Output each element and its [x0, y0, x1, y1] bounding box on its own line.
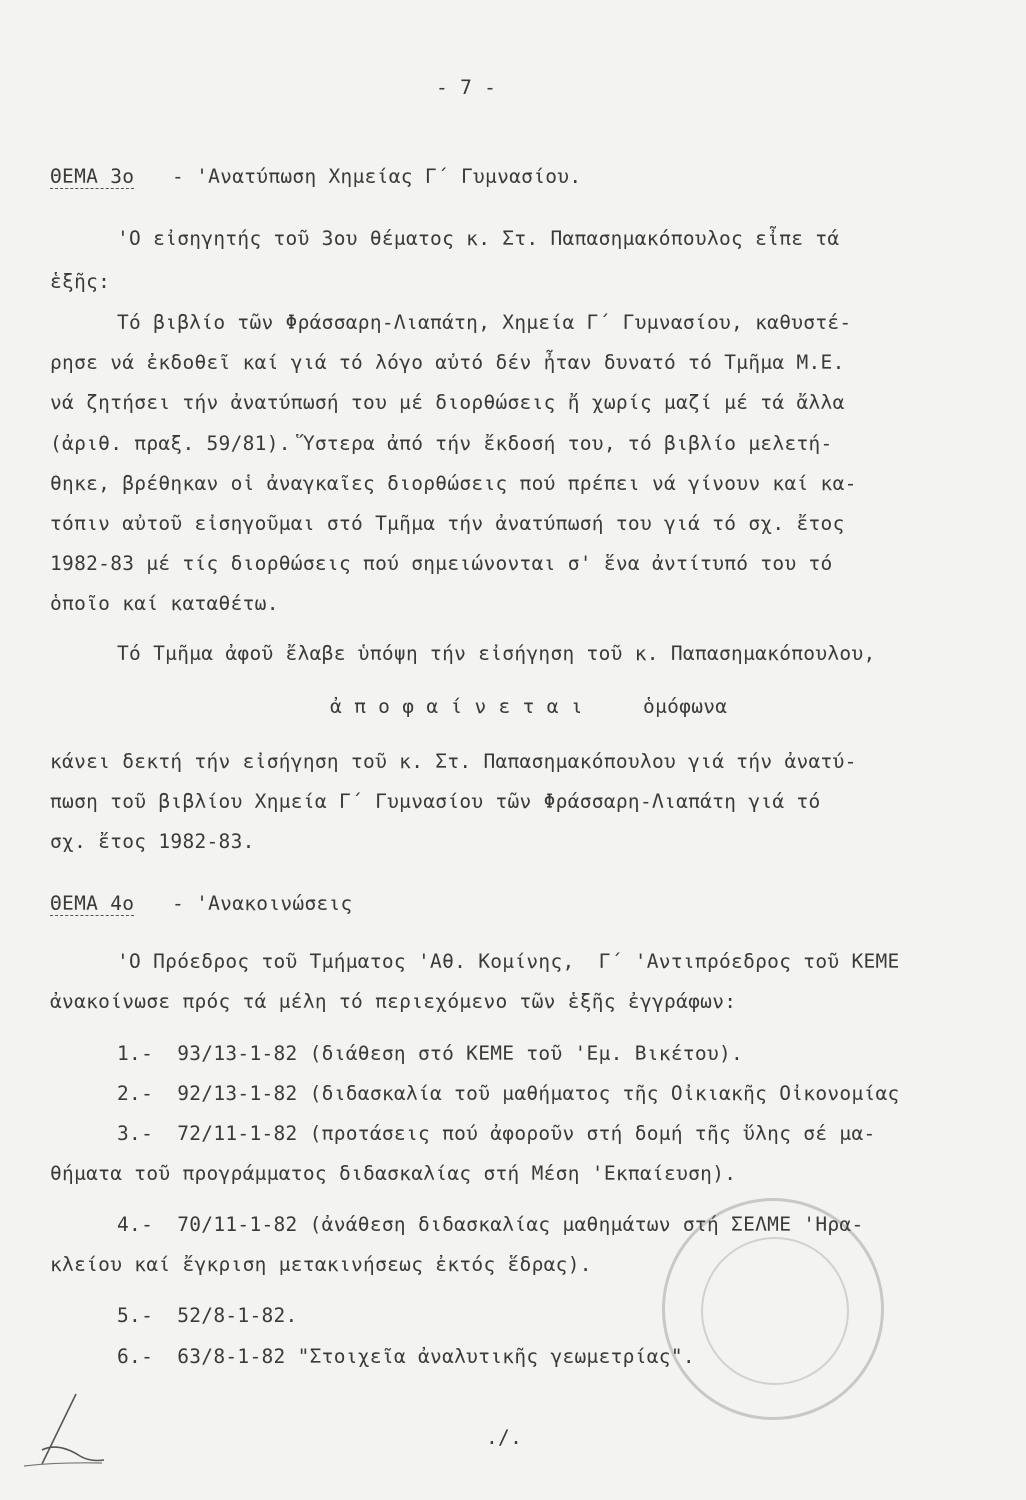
text-line: 2.- 92/13-1-82 (διδασκαλία τοῦ μαθήματος τῆς Οἰκιακῆς Οἰκονομίας [117, 1082, 900, 1105]
text-line: ἀ π ο φ α ί ν ε τ α ι ὁμόφωνα [330, 695, 728, 718]
text-line: 5.- 52/8-1-82. [117, 1304, 298, 1327]
stamp-inner-ring [701, 1237, 849, 1385]
text-line: Τό βιβλίο τῶν Φράσσαρη-Λιαπάτη, Χημεία Γ΄ Γυμνασίου, καθυστέ- [117, 311, 852, 334]
text-line: ἑξῆς: [50, 270, 111, 293]
continuation-mark: ./. [486, 1426, 523, 1449]
text-line: 1.- 93/13-1-82 (διάθεση στό ΚΕΜΕ τοῦ 'Εμ. Βικέτου). [117, 1042, 744, 1065]
text-line: - 'Ανατύπωση Χημείας Γ΄ Γυμνασίου. [172, 165, 582, 188]
text-line: 4.- 70/11-1-82 (ἀνάθεση διδασκαλίας μαθημάτων στή ΣΕΛΜΕ 'Ηρα- [117, 1213, 864, 1236]
official-stamp [662, 1198, 884, 1420]
text-line: ὁποῖο καί καταθέτω. [50, 592, 279, 615]
text-line: νά ζητήσει τήν ἀνατύπωσή του μέ διορθώσεις ἤ χωρίς μαζί μέ τά ἄλλα [50, 391, 845, 414]
text-line: 'Ο Πρόεδρος τοῦ Τμήματος 'Αθ. Κομίνης, Γ΄ 'Αντιπρόεδρος τοῦ ΚΕΜΕ [117, 950, 900, 973]
text-line: 6.- 63/8-1-82 "Στοιχεῖα ἀναλυτικῆς γεωμετρίας". [117, 1345, 695, 1368]
text-line: 'Ο εἰσηγητής τοῦ 3ου θέματος κ. Στ. Παπασημακόπουλος εἶπε τά [117, 227, 840, 250]
text-line: κάνει δεκτή τήν εἰσήγηση τοῦ κ. Στ. Παπασημακόπουλου γιά τήν ἀνατύ- [50, 750, 857, 773]
text-line: 3.- 72/11-1-82 (προτάσεις πού ἀφοροῦν στή δομή τῆς ὕλης σέ μα- [117, 1122, 876, 1145]
section-heading-label: ΘΕΜΑ 4ο [50, 892, 135, 915]
text-line: 1982-83 μέ τίς διορθώσεις πού σημειώνονται σ' ἕνα ἀντίτυπό του τό [50, 552, 833, 575]
text-line: πωση τοῦ βιβλίου Χημεία Γ΄ Γυμνασίου τῶν Φράσσαρη-Λιαπάτη γιά τό [50, 790, 821, 813]
section-heading-label: ΘΕΜΑ 3ο [50, 165, 135, 188]
text-line: σχ. ἔτος 1982-83. [50, 830, 255, 853]
text-line: Τό Τμῆμα ἀφοῦ ἔλαβε ὑπόψη τήν εἰσήγηση τοῦ κ. Παπασημακόπουλου, [117, 642, 876, 665]
text-line: - 'Ανακοινώσεις [172, 892, 353, 915]
text-line: (ἀριθ. πραξ. 59/81). Ὕστερα ἀπό τήν ἔκδοσή του, τό βιβλίο μελετή- [50, 432, 833, 455]
text-line: ἀνακοίνωσε πρός τά μέλη τό περιεχόμενο τῶν ἑξῆς ἐγγράφων: [50, 990, 737, 1013]
text-line: θήματα τοῦ προγράμματος διδασκαλίας στή Μέση 'Εκπαίευση). [50, 1162, 737, 1185]
page-number: - 7 - [436, 76, 497, 99]
text-line: τόπιν αὐτοῦ εἰσηγοῦμαι στό Τμῆμα τήν ἀνατύπωσή του γιά τό σχ. ἔτος [50, 512, 845, 535]
text-line: θηκε, βρέθηκαν οἱ ἀναγκαῖες διορθώσεις πού πρέπει νά γίνουν καί κα- [50, 472, 857, 495]
text-line: ρησε νά ἐκδοθεῖ καί γιά τό λόγο αὐτό δέν ἦταν δυνατό τό Τμῆμα Μ.Ε. [50, 351, 845, 374]
text-line: κλείου καί ἔγκριση μετακινήσεως ἐκτός ἕδρας). [50, 1253, 592, 1276]
signature-mark [18, 1390, 108, 1470]
